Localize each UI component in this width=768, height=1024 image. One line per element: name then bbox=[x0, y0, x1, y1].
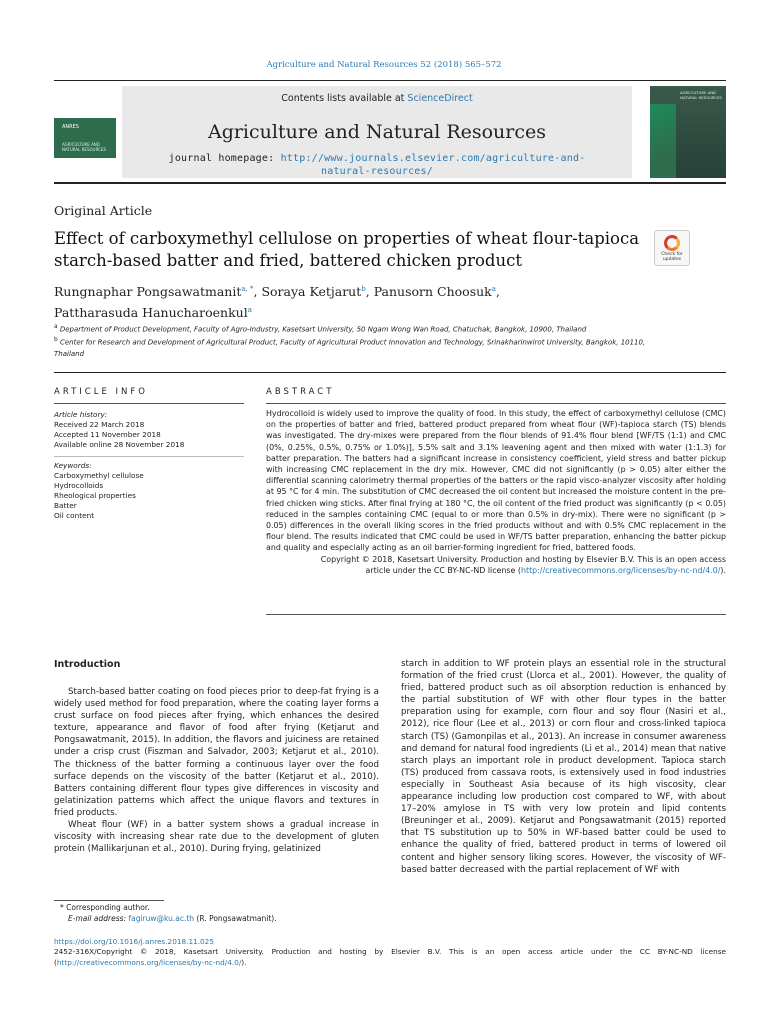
author-name[interactable]: Soraya Ketjarut bbox=[261, 284, 362, 300]
homepage-prefix: journal homepage: bbox=[168, 153, 281, 164]
keywords-label: Keywords: bbox=[54, 461, 92, 470]
doi-link[interactable]: https://doi.org/10.1016/j.anres.2018.11.025 bbox=[54, 937, 214, 946]
crossmark-icon bbox=[664, 235, 680, 251]
article-type: Original Article bbox=[54, 203, 153, 218]
article-title: Effect of carboxymethyl cellulose on properties of wheat flour-tapioca starch-based batter and fried, battered chicken product bbox=[54, 229, 640, 270]
email-label: E-mail address: bbox=[68, 913, 129, 923]
issn-text: 2452-316X/Copyright © 2018, Kasetsart University. Production and hosting by Elsevier B.V. This is an open access article under the CC BY-NC-ND license ( bbox=[54, 947, 726, 967]
license-link[interactable]: http://creativecommons.org/licenses/by-nc-nd/4.0/ bbox=[520, 565, 721, 575]
keyword: Rheological properties bbox=[54, 491, 136, 500]
author-sup[interactable]: a bbox=[247, 306, 252, 315]
check-for-updates-badge[interactable] bbox=[654, 230, 690, 266]
journal-reference[interactable]: Agriculture and Natural Resources 52 (2018) 565–572 bbox=[266, 60, 502, 70]
keyword: Hydrocolloids bbox=[54, 481, 104, 490]
copyright-end: ). bbox=[720, 565, 726, 575]
bottom-references bbox=[54, 937, 726, 968]
article-info-rule bbox=[54, 403, 244, 404]
body-column-left bbox=[54, 686, 379, 855]
paragraph: Starch-based batter coating on food pieces prior to deep-fat frying is a widely used method for food preparation, where the coating layer forms a crust surface on food pieces after frying, which enhances the desired texture, appearance and flavor of food after frying (Ketjarut and Pongsawatmanit, 2015). In addition, the flavors and juiciness are retained under a crisp crust (Fiszman and Salvador, 2003; Ketjarut et al., 2010). The thickness of the batter forming a continuous layer over the food surface depends on the viscosity of the batter (Ketjarut et al., 2010). Batters containing different flour types give differences in viscosity and gelatinization patterns which affect the unique flavors and textures in fried products. bbox=[54, 687, 379, 818]
abstract-copyright-2 bbox=[266, 565, 726, 576]
journal-title: Agriculture and Natural Resources bbox=[207, 121, 547, 143]
homepage-link[interactable]: http://www.journals.elsevier.com/agriculture-and-natural-resources/ bbox=[280, 153, 586, 177]
contents-line bbox=[122, 93, 632, 104]
copyright-text: article under the CC BY-NC-ND license ( bbox=[365, 565, 521, 575]
sciencedirect-link[interactable]: ScienceDirect bbox=[407, 93, 473, 104]
info-divider bbox=[54, 456, 244, 457]
footnote bbox=[60, 903, 277, 924]
online-date: Available online 28 November 2018 bbox=[54, 440, 185, 449]
affiliations bbox=[54, 322, 654, 360]
email-line bbox=[60, 914, 277, 925]
paragraph: starch in addition to WF protein plays an essential role in the structural formation of the fried crust (Llorca et al., 2001). However, the quality of fried, battered product such as oil absorption reduction is enhanced by the partial substitution of WF with other flour types in the batter preparation using for example, corn flour and soy flour (Nasiri et al., 2012), rice flour (Lee et al., 2013) or corn flour and cross-linked tapioca starch (TS) (Gamonpilas et al., 2013). An increase in consumer awareness and demand for natural food ingredients (Li et al., 2014) mean that native starch plays an important role in product development. Tapioca starch (TS) produced from cassava roots, is extensively used in food industries especially in Southeast Asia because of its high viscosity, clear appearance including low production cost compared to WF, with about 17–20% amylose in TS with very low protein and lipid contents (Breuninger et al., 2009). Ketjarut and Pongsawatmanit (2015) reported that TS substitution up to 50% in WF-based batter could be used to enhance the quality of fried, battered product in terms of lowered oil content and higher sensory liking scores. However, the viscosity of WF-based batter decreased with the partial replacement of WF with bbox=[401, 659, 726, 875]
keyword: Oil content bbox=[54, 511, 95, 520]
article-info-heading: ARTICLE INFO bbox=[54, 387, 148, 397]
article-info bbox=[54, 410, 254, 521]
bottom-license-link[interactable]: http://creativecommons.org/licenses/by-nc-nd/4.0/ bbox=[56, 957, 242, 967]
body-column-right bbox=[401, 658, 726, 876]
affiliation-text: Center for Research and Development of Agricultural Product, Faculty of Agricultural Product Innovation and Technology, Srinakharinwirot University, Bangkok, 10110, Thailand bbox=[54, 338, 646, 358]
logo-subtext: AGRICULTURE AND NATURAL RESOURCES bbox=[62, 142, 107, 152]
corresponding-author: * Corresponding author. bbox=[60, 903, 150, 912]
email-link[interactable]: fagiruw@ku.ac.th bbox=[128, 913, 195, 923]
affiliation-sup: b bbox=[54, 337, 58, 344]
author-name[interactable]: Panusorn Choosuk bbox=[373, 284, 492, 300]
keyword: Batter bbox=[54, 501, 77, 510]
cover-decoration bbox=[650, 104, 676, 178]
header-top-rule bbox=[54, 80, 726, 81]
author-list: Rungnaphar Pongsawatmanit$^{a, *}$, Soraya Ketjarut$^b$, Panusorn Choosuk$^a$, Pattharasuda Hanucharoenkul$^a$ bbox=[54, 284, 500, 321]
email-suffix: (R. Pongsawatmanit). bbox=[194, 913, 277, 923]
abstract-copyright-1: Copyright © 2018, Kasetsart University. Production and hosting by Elsevier B.V. This is an open access bbox=[320, 554, 726, 564]
affiliation bbox=[54, 322, 654, 335]
journal-homepage bbox=[150, 152, 604, 178]
introduction-heading: Introduction bbox=[54, 659, 121, 670]
issn-line bbox=[54, 947, 726, 968]
keyword: Carboxymethyl cellulose bbox=[54, 471, 144, 480]
logo-text: ANRES bbox=[62, 124, 79, 130]
abstract-bottom-rule bbox=[266, 614, 726, 615]
issn-end: ). bbox=[241, 957, 247, 967]
affiliation bbox=[54, 335, 654, 359]
author-sup[interactable]: b bbox=[361, 285, 366, 293]
abstract-rule bbox=[266, 403, 726, 404]
received-date: Received 22 March 2018 bbox=[54, 420, 145, 429]
divider-rule bbox=[54, 372, 726, 373]
abstract-text: Hydrocolloid is widely used to improve the quality of food. In this study, the effect of carboxymethyl cellulose (CMC) on the properties of batter and fried, battered product prepared from wheat flour (WF)-tapioca starch (TS) blends was investigated. The dry-mixes were prepared from the flour blends of 91.4% flour blend [WF/TS (1:1) and CMC (0%, 0.25%, 0.5%, 0.75% or 1.0%)], 5.5% salt and 3.1% leavening agent and then mixed with water (1:1.3) for batter preparation. The batters had a significant increase in consistency coefficient, yield stress and batter pickup with increasing CMC replacement in the dry mix. However, CMC did not significantly (p > 0.05) alter either the differential scanning calorimetry thermal properties of the batters or the rapid visco-analyzer viscosity after holding at 95 °C for 4 min. The substitution of CMC decreased the oil content but increased the moisture content in the pre-fried chicken wing sticks. After final frying at 180 °C, the oil content of the fried product was significantly (p < 0.05) reduced in the samples containing CMC (equal to or more than 0.5% in dry-mix). There were no significant (p > 0.05) differences in the overall liking scores in the fried products without and with 0.5% CMC replacement in the flour blend. The results indicated that CMC could be used in WF/TS batter preparation, enhancing the batter pickup and quality and especially acting as an oil barrier-forming ingredient for fried, battered foods. bbox=[266, 409, 726, 553]
author-sup[interactable]: a, * bbox=[241, 285, 254, 293]
accepted-date: Accepted 11 November 2018 bbox=[54, 430, 161, 439]
affiliation-sup: a bbox=[54, 324, 58, 330]
author-sup[interactable]: a bbox=[491, 285, 496, 293]
badge-label: Check for updates bbox=[661, 252, 683, 262]
author-name[interactable]: Pattharasuda Hanucharoenkul bbox=[54, 305, 248, 321]
contents-prefix: Contents lists available at bbox=[281, 93, 408, 104]
paragraph: Wheat flour (WF) in a batter system shows a gradual increase in viscosity with increasing shear rate due to the development of gluten protein (Mallikarjunan et al., 2010). During frying, gelatinized bbox=[54, 820, 379, 855]
abstract-heading: ABSTRACT bbox=[266, 387, 335, 397]
abstract bbox=[266, 408, 726, 576]
anres-logo bbox=[54, 118, 116, 158]
history-label: Article history: bbox=[54, 410, 108, 419]
footnote-rule bbox=[54, 900, 164, 901]
header-bottom-rule bbox=[54, 182, 726, 184]
author-name[interactable]: Rungnaphar Pongsawatmanit bbox=[54, 284, 242, 300]
cover-text: AGRICULTURE AND NATURAL RESOURCES bbox=[680, 90, 722, 100]
affiliation-text: Department of Product Development, Faculty of Agro-Industry, Kasetsart University, 50 Ngam Wong Wan Road, Chatuchak, Bangkok, 10900, Thailand bbox=[59, 325, 587, 334]
